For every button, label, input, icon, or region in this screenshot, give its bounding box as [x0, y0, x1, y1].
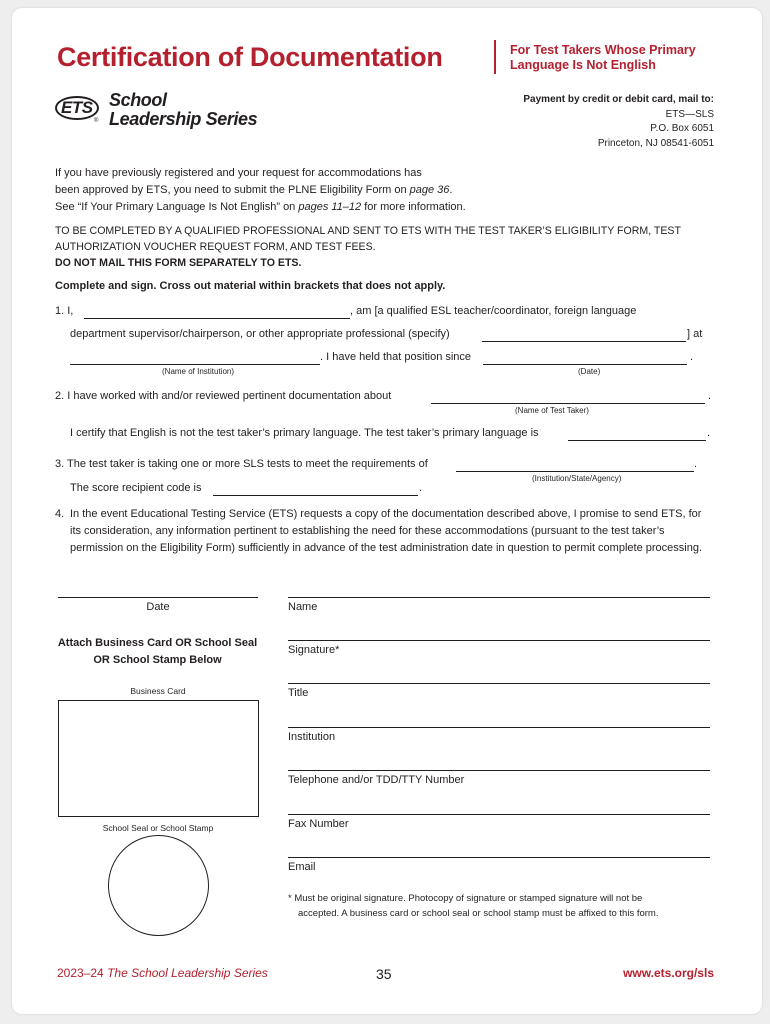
pages-reference: pages 11–12	[298, 201, 362, 213]
requirements-institution-field[interactable]	[456, 471, 694, 472]
business-card-label: Business Card	[130, 686, 186, 696]
item1-line2: department supervisor/chairperson, or other appropriate professional (specify)	[70, 328, 450, 340]
caption-test-taker: (Name of Test Taker)	[515, 406, 589, 415]
seal-label: School Seal or School Stamp	[102, 823, 214, 833]
logo-line-2: Leadership Series	[109, 109, 258, 129]
item2-text: 2. I have worked with and/or reviewed pertinent documentation about	[55, 390, 392, 402]
recipient-period: .	[419, 482, 423, 494]
intro-line-1: If you have previously registered and your request for accommodations has	[55, 167, 422, 179]
item3-period: .	[694, 458, 698, 470]
note-line-2: accepted. A business card or school seal or school stamp must be affixed to this form.	[298, 908, 659, 919]
header-subtitle	[510, 43, 696, 73]
item1-prefix: 1. I,	[55, 305, 74, 317]
field-label-signature: Signature*	[288, 644, 340, 656]
name-field[interactable]	[288, 597, 710, 598]
footer-url-link[interactable]: www.ets.org/sls	[623, 966, 714, 980]
registered-mark: ®	[94, 118, 99, 124]
recipient-code-label: The score recipient code is	[70, 482, 202, 494]
institution-field[interactable]	[288, 727, 710, 728]
mail-line-1: ETS—SLS	[665, 108, 714, 120]
notice-line-3: DO NOT MAIL THIS FORM SEPARATELY TO ETS.	[55, 257, 302, 269]
field-label-name: Name	[288, 601, 318, 613]
intro-line-2	[55, 182, 695, 199]
business-card-box[interactable]	[58, 700, 259, 817]
logo-line-1: School	[109, 90, 167, 110]
page-number: 35	[376, 966, 392, 982]
field-label-title: Title	[288, 687, 309, 699]
email-field[interactable]	[288, 857, 710, 858]
position-since-date-field[interactable]	[483, 364, 687, 365]
mail-line-2: P.O. Box 6051	[650, 123, 714, 134]
intro-text: for more information.	[361, 201, 466, 213]
professional-name-field[interactable]	[84, 318, 350, 319]
caption-date: (Date)	[578, 367, 601, 376]
page-reference: page 36	[409, 184, 450, 196]
intro-text: been approved by ETS, you need to submit the PLNE Eligibility Form on	[55, 184, 410, 196]
certify-text: I certify that English is not the test taker’s primary language. The test taker’s primary language is	[70, 427, 539, 439]
note-line-1: * Must be original signature. Photocopy of signature or stamped signature will not be	[288, 893, 643, 904]
attach-line-2: OR School Stamp Below	[93, 654, 222, 666]
attach-instructions	[55, 635, 260, 669]
intro-paragraph	[55, 165, 695, 216]
signature-note	[288, 891, 718, 921]
attach-line-1: Attach Business Card OR School Seal	[57, 637, 258, 649]
subtitle-line-2: Language Is Not English	[510, 58, 656, 72]
certify-period: .	[707, 427, 711, 439]
item2-period: .	[708, 390, 712, 402]
primary-language-field[interactable]	[568, 440, 706, 441]
footer-edition	[57, 966, 268, 980]
field-label-telephone: Telephone and/or TDD/TTY Number	[288, 774, 465, 786]
ets-logo: ETS	[55, 96, 99, 120]
item4	[55, 506, 715, 557]
instructions: Complete and sign. Cross out material within brackets that does not apply.	[55, 280, 446, 292]
telephone-field[interactable]	[288, 770, 710, 771]
header-divider	[494, 40, 496, 74]
signature-field[interactable]	[288, 640, 710, 641]
field-label-institution: Institution	[288, 731, 336, 743]
item4-text: In the event Educational Testing Service (ETS) requests a copy of the documentation described above, I promise to send ETS, for its consideration, any information pertinent to establishing the need for these accommodations (pursuant to the test taker’s permission on the Eligibility Form) sufficiently in advance of the test administration date in question to permit complete processing.	[70, 508, 702, 554]
test-taker-name-field[interactable]	[431, 403, 705, 404]
mailing-address	[523, 93, 714, 151]
field-label-fax: Fax Number	[288, 818, 349, 830]
series-logo-text	[109, 91, 257, 129]
institution-name-field[interactable]	[70, 364, 320, 365]
item4-number: 4.	[55, 508, 65, 520]
mail-heading: Payment by credit or debit card, mail to:	[523, 94, 714, 105]
fax-field[interactable]	[288, 814, 710, 815]
date-signature-field[interactable]	[58, 597, 258, 598]
item1-period: .	[690, 351, 694, 363]
recipient-code-field[interactable]	[213, 495, 418, 496]
item1-roles: , am [a qualified ESL teacher/coordinator, foreign language	[350, 305, 637, 317]
caption-institution: (Name of Institution)	[162, 367, 235, 376]
date-label: Date	[146, 601, 170, 613]
field-label-email: Email	[288, 861, 316, 873]
page-title: Certification of Documentation	[57, 42, 443, 72]
specify-profession-field[interactable]	[482, 341, 686, 342]
notice-line-1: TO BE COMPLETED BY A QUALIFIED PROFESSIONAL AND SENT TO ETS WITH THE TEST TAKER’S ELIGIBILITY FORM, TEST	[55, 225, 681, 237]
intro-text: .	[449, 184, 453, 196]
caption-institution-state-agency: (Institution/State/Agency)	[532, 474, 622, 483]
item3-text: 3. The test taker is taking one or more SLS tests to meet the requirements of	[55, 458, 428, 470]
item1-at: ] at	[687, 328, 703, 340]
notice-line-2: AUTHORIZATION VOUCHER REQUEST FORM, AND TEST FEES.	[55, 241, 376, 253]
footer-series: The School Leadership Series	[107, 966, 268, 980]
footer-year: 2023–24	[57, 966, 108, 980]
intro-line-3	[55, 199, 695, 216]
intro-text: See “If Your Primary Language Is Not English” on	[55, 201, 299, 213]
title-field[interactable]	[288, 683, 710, 684]
subtitle-line-1: For Test Takers Whose Primary	[510, 43, 696, 57]
mail-line-3: Princeton, NJ 08541-6051	[597, 137, 714, 149]
item1-since: . I have held that position since	[320, 351, 472, 363]
school-seal-circle[interactable]	[108, 835, 209, 936]
notice	[55, 223, 705, 271]
